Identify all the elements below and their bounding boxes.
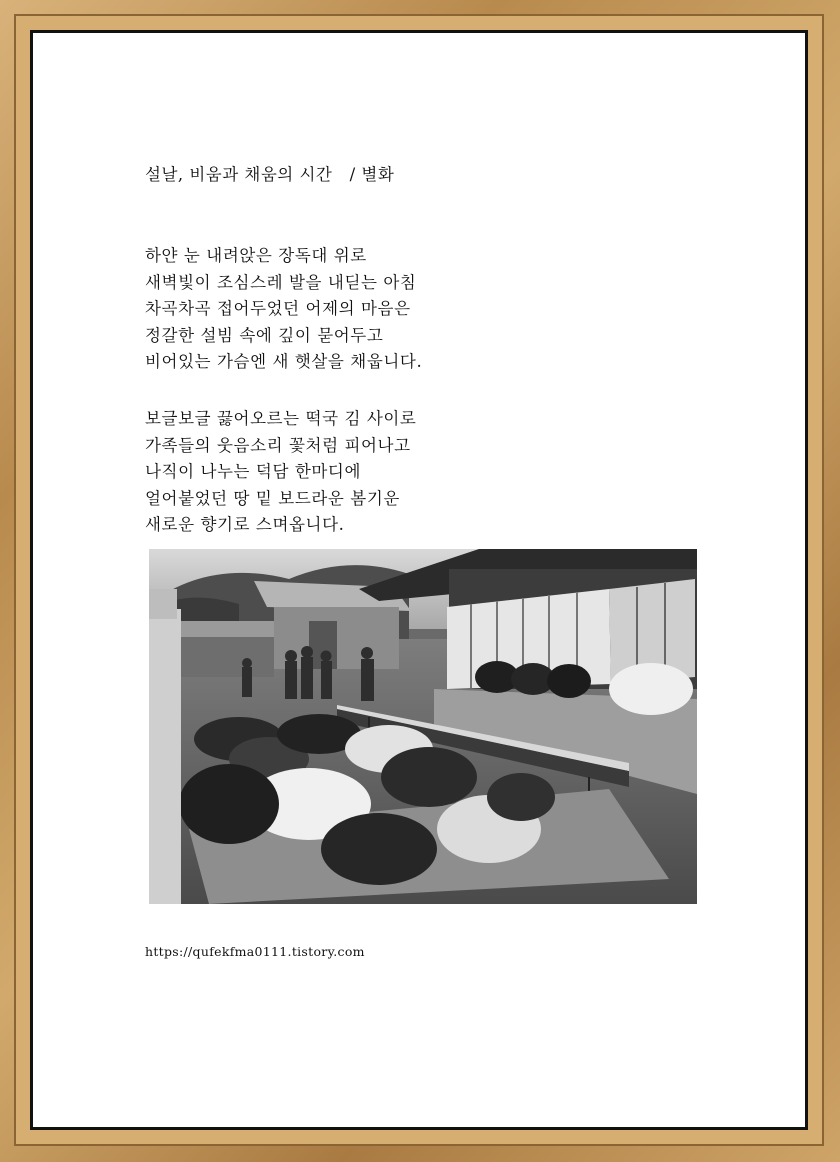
stanza-2 — [145, 406, 416, 539]
poem-line: 새벽빛이 조심스레 발을 내딛는 아침 — [145, 272, 417, 292]
blog-url: https://qufekfma0111.tistory.com — [145, 944, 365, 959]
photo-illustration — [149, 549, 697, 904]
poem-line: 차곡차곡 접어두었던 어제의 마음은 — [145, 299, 411, 318]
poem-line: 하얀 눈 내려앉은 장독대 위로 — [145, 246, 367, 265]
stanza-1 — [145, 243, 422, 376]
poem-title: 설날, 비움과 채움의 시간 / 별화 — [145, 165, 395, 184]
poem-line: 보글보글 끓어오르는 떡국 김 사이로 — [145, 409, 417, 428]
paper-page — [30, 30, 808, 1130]
poem-line: 비어있는 가슴엔 새 햇살을 채웁니다. — [145, 352, 423, 371]
poem-line: 정갈한 설빔 속에 깊이 묻어두고 — [145, 325, 384, 345]
poem-line: 나직이 나누는 덕담 한마디에 — [145, 462, 362, 481]
ancestral-rite-photo — [149, 549, 697, 904]
poem-line: 얼어붙었던 땅 밑 보드라운 봄기운 — [145, 488, 400, 508]
poem-line: 새로운 향기로 스며옵니다. — [145, 515, 345, 534]
poem-line: 가족들의 웃음소리 꽃처럼 피어나고 — [145, 435, 411, 455]
